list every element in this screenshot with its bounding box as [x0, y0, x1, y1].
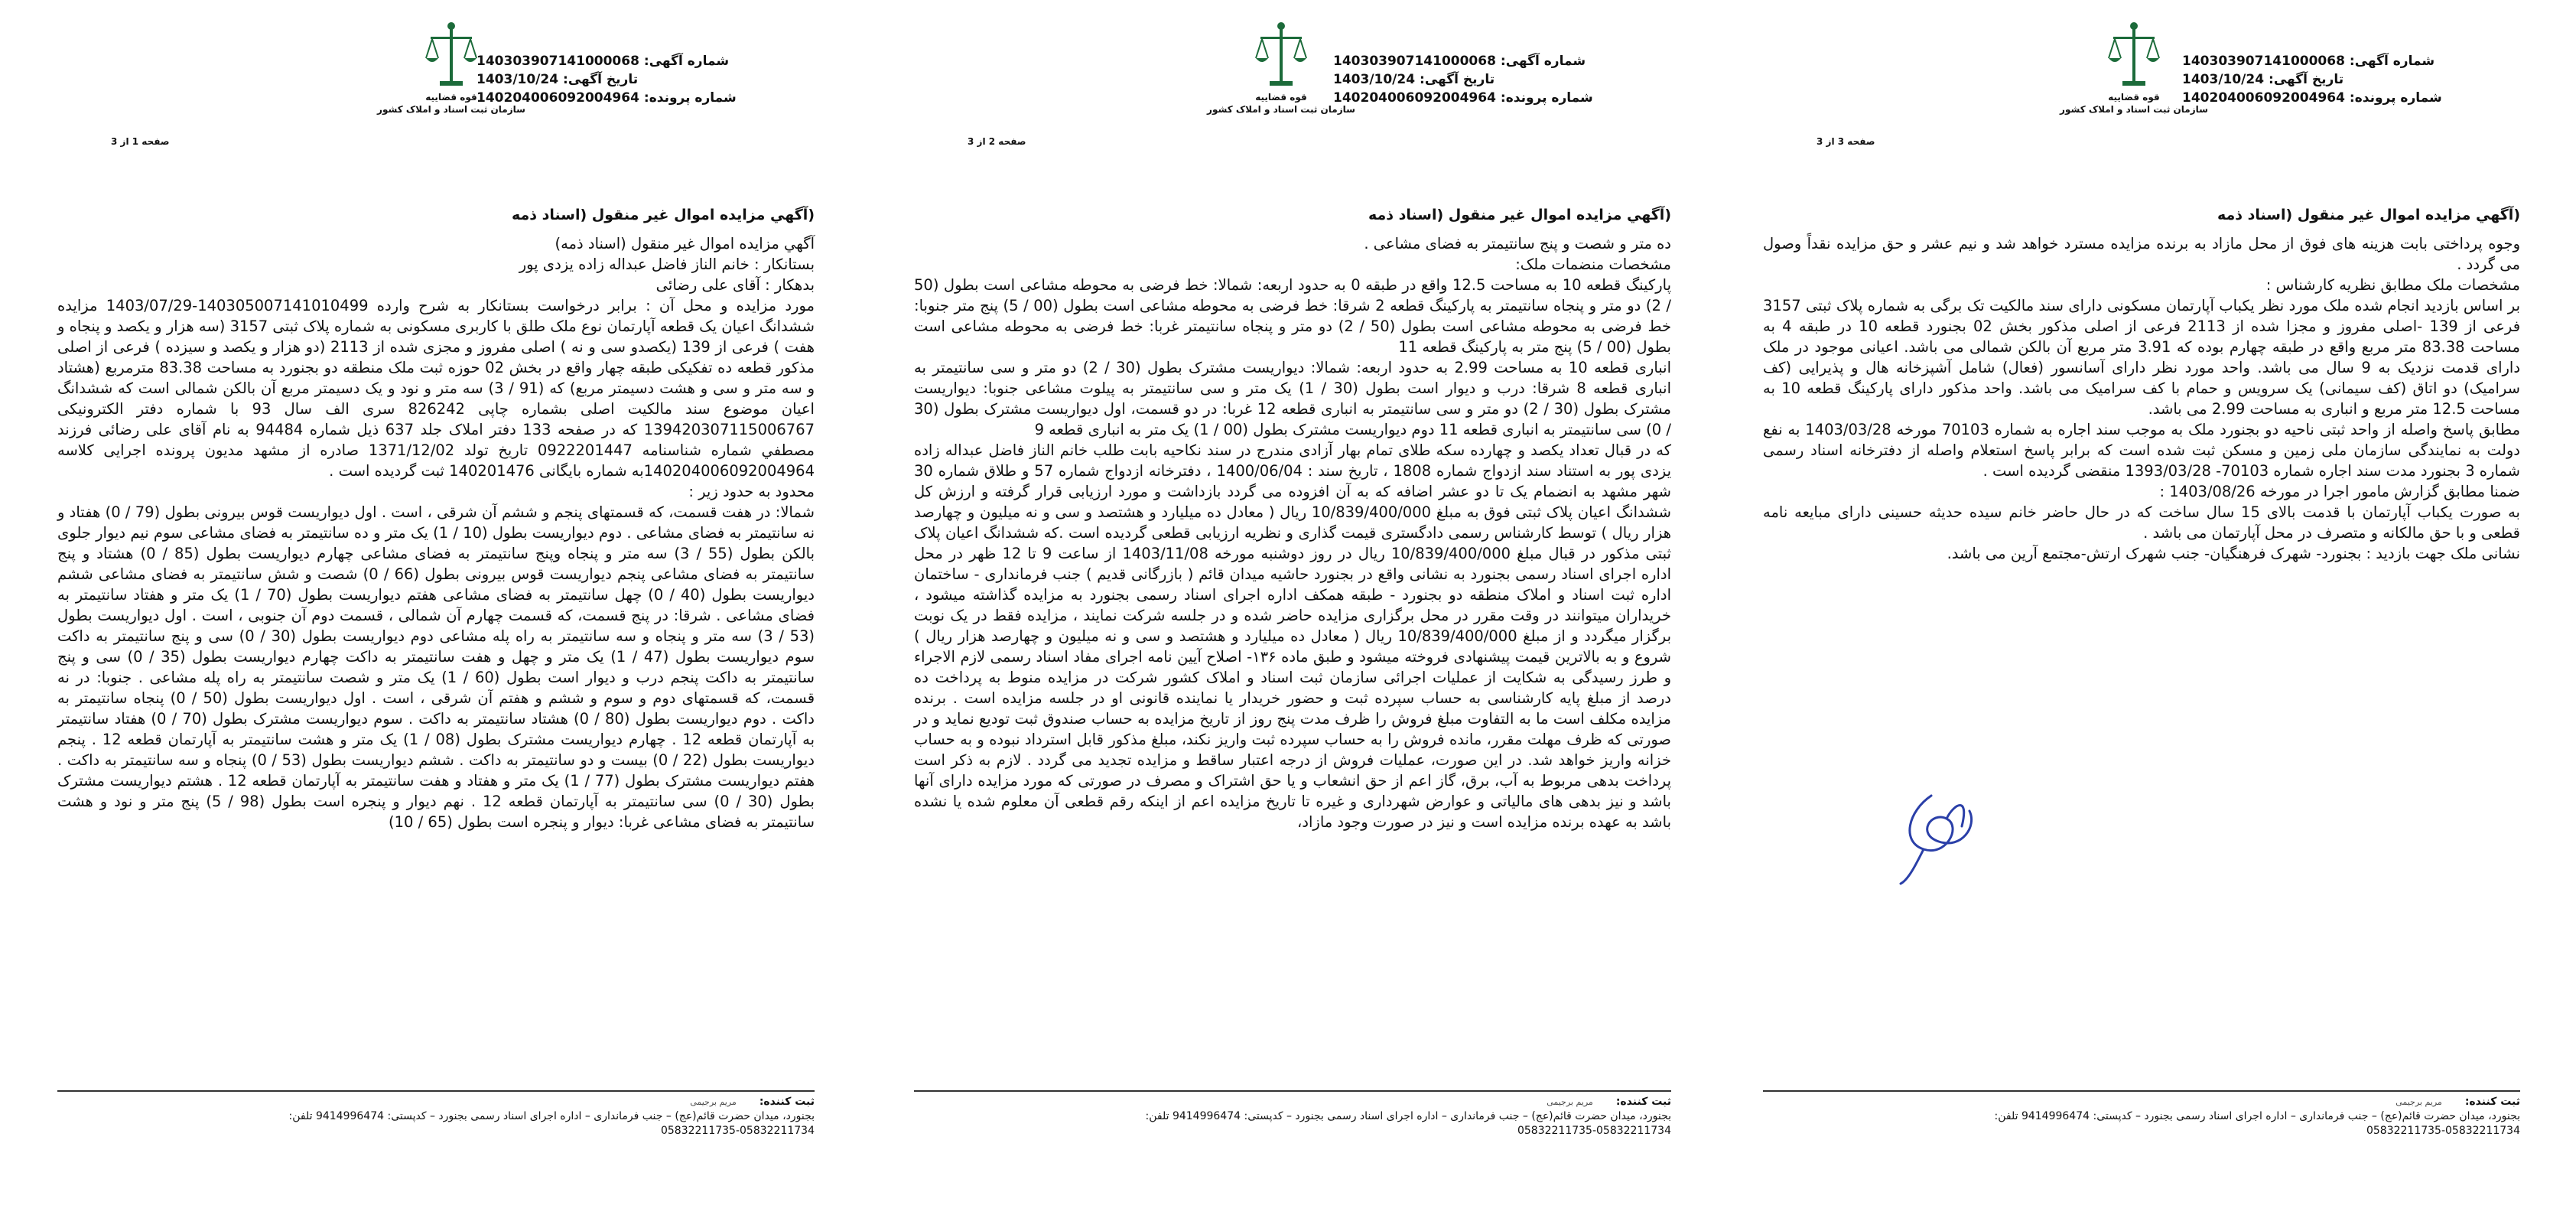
judiciary-name: قوه قضاییه	[1255, 92, 1307, 103]
paragraph: مشخصات ملک مطابق نظریه کارشناس :	[2265, 276, 2520, 294]
notice-page-1	[34, 15, 830, 1178]
organization-name: سازمان ثبت اسناد و املاک کشور	[2060, 104, 2208, 115]
notice-body	[57, 233, 815, 832]
scales-of-justice-icon	[417, 21, 486, 90]
signature-icon	[1885, 780, 2000, 895]
file-number-label: شماره پرونده:	[2349, 90, 2442, 106]
emblem	[371, 21, 532, 121]
notice-number: 140303907141000068	[476, 54, 639, 69]
footer-signer: مریم برجیمی	[690, 1097, 737, 1107]
notice-number-label: شماره آگهی:	[1500, 54, 1586, 69]
footer-address: بجنورد، میدان حضرت قائم(عج) – جنب فرمانداری – اداره اجرای اسناد رسمی بجنورد – کدپستی: 9414996474 تلفن:	[288, 1110, 815, 1122]
notice-meta	[1333, 52, 1677, 107]
paragraph: وجوه پرداختی بابت هزینه های فوق از محل مازاد به برنده مزایده مسترد خواهد شد و نیم عشر و حق مزایده نقداً وصول می گردد .	[1763, 235, 2520, 273]
file-number: 140204006092004964	[1333, 90, 1496, 106]
paragraph: بستانکار : خانم الناز فاضل عبداله زاده یزدی پور	[519, 256, 815, 273]
judiciary-name: قوه قضاییه	[425, 92, 477, 103]
paragraph: محدود به حدود زير :	[688, 483, 815, 500]
scales-of-justice-icon	[1247, 21, 1316, 90]
notice-title: (آگهي مزايده اموال غير منقول (اسناد ذمه	[511, 207, 815, 223]
file-number-label: شماره پرونده:	[643, 90, 737, 106]
notice-number-label: شماره آگهی:	[643, 54, 730, 69]
scales-of-justice-icon	[2100, 21, 2168, 90]
notice-title: (آگهي مزايده اموال غير منقول (اسناد ذمه	[1368, 207, 1671, 223]
paragraph: شمالا: در هفت قسمت، که قسمتهای پنجم و ششم آن شرقی ، است . اول دیواریست قوس بیرونی بطول (79 / 0) هفتاد و نه سانتیمتر به فضای مشاعی . دوم دیواریست بطول (10 / 1) یک متر و ده سانتیمتر به فضای مشاعی سوم نیم دیوار جلوی بالکن بطول (55 / 3) سه متر و پنجاه وپنج سانتیمتر به فضای مشاعی چهارم دیواریست بطول (85 / 0) هشتاد و پنج سانتیمتر به فضای مشاعی پنجم دیواریست قوس بیرونی بطول (66 / 0) شصت و شش سانتیمتر به فضای مشاعی ششم دیواریست بطول (40 / 0) چهل سانتیمتر به فضای مشاعی هفتم دیواریست بطول (70 / 1) یک متر و هفتاد سانتیمتر به فضای مشاعی . شرقا: در پنج قسمت، که قسمت چهارم آن شمالی ، قسمت دوم آن جنوبی ، است . اول دیواریست بطول (53 / 3) سه متر و پنجاه و سه سانتیمتر به راه پله مشاعی دوم دیواریست بطول (30 / 0) سی و پنج سانتیمتر به داکت سوم دیواریست بطول (47 / 1) یک متر و چهل و هفت سانتیمتر به داکت چهارم دیواریست بطول (35 / 0) سی و پنج سانتیمتر به داکت پنجم درب و دیوار است بطول (60 / 1) یک متر و شصت سانتیمتر به راه پله مشاعی . جنوبا: در نه قسمت، که قسمتهای دوم و سوم و ششم و هفتم آن شرقی ، است . اول دیواریست بطول (50 / 0) پنجاه سانتیمتر به داکت . دوم دیواریست بطول (80 / 0) هشتاد سانتیمتر به داکت . سوم دیواریست مشترک بطول (70 / 0) هفتاد سانتیمتر به آپارتمان قطعه 12 . چهارم دیواریست مشترک بطول (08 / 1) یک متر و هشت سانتیمتر به آپارتمان قطعه 12 . پنجم دیواریست بطول (22 / 0) بیست و دو سانتیمتر به داکت . ششم دیواریست بطول (53 / 0) پنجاه و سه سانتیمتر به داکت . هفتم دیواریست مشترک بطول (77 / 1) یک متر و هفتاد و هفت سانتیمتر به آپارتمان قطعه 12 . هشتم دیواریست مشترک بطول (30 / 0) سی سانتیمتر به آپارتمان قطعه 12 . نهم دیوار و پنجره است بطول (98 / 5) پنج متر و نود و هشت سانتیمتر به فضای مشاعی غربا: دیوار و پنجره است بطول (65 / 10)	[57, 503, 815, 831]
footer-signer: مریم برجیمی	[1547, 1097, 1593, 1107]
notice-page-2	[891, 15, 1686, 1178]
footer-label: ثبت کننده:	[1615, 1096, 1671, 1108]
file-number: 140204006092004964	[2182, 90, 2345, 106]
footer-phones: 05832211735-05832211734	[2366, 1125, 2520, 1137]
notice-body	[1763, 233, 2520, 564]
file-number-label: شماره پرونده:	[1500, 90, 1593, 106]
notice-date-label: تاریخ آگهی:	[563, 72, 639, 87]
footer-address: بجنورد، میدان حضرت قائم(عج) – جنب فرمانداری – اداره اجرای اسناد رسمی بجنورد – کدپستی: 9414996474 تلفن:	[1145, 1110, 1671, 1122]
notice-date: 1403/10/24	[1333, 72, 1416, 87]
file-number: 140204006092004964	[476, 90, 639, 106]
organization-name: سازمان ثبت اسناد و املاک کشور	[1207, 104, 1355, 115]
notice-body	[914, 233, 1671, 832]
emblem	[1201, 21, 1361, 121]
footer-signer: مریم برجیمی	[2395, 1097, 2442, 1107]
notice-date: 1403/10/24	[2182, 72, 2265, 87]
paragraph: که در قبال تعداد یکصد و چهارده سکه طلای تمام بهار آزادی مندرج در سند نکاحیه بابت طلب خانم الناز فاضل عبداله زاده یزدی پور به استناد سند ازدواج شماره 1808 ، تاریخ سند : 1400/06/04 ، دفترخانه ازدواج شماره 57 و طلاق شماره 30 شهر مشهد به انضمام یک تا دو عشر اضافه که به آن افزوده می گردد بازداشت و مورد ارزیابی قرار گرفته و ارزش کل ششدانگ اعیان پلاک ثبتی فوق به مبلغ 10/839/400/000 ریال ( معادل ده میلیارد و هشتصد و سی و نه میلیون و چهارصد هزار ریال ) توسط کارشناس رسمی دادگستری قیمت گذاری و نظریه ارزیابی قطعی گردیده است .که ششدانگ اعیان پلاک ثبتی مذکور در قبال مبلغ 10/839/400/000 ریال در روز دوشنبه مورخه 1403/11/08 از ساعت 9 تا 12 ظهر در محل اداره اجرای اسناد رسمی بجنورد به نشانی واقع در بجنورد حاشیه میدان قائم ( بازرگانی قدیم ) جنب فرمانداری - ساختمان اداره ثبت اسناد و املاک منطقه دو بجنورد - طبقه همکف اداره اجرای اسناد رسمی بجنورد به مزایده گذاشته میشود ، خریداران میتوانند در وقت مقرر در محل برگزاری مزایده حاضر شده و در جلسه شرکت نمایند ، مزایده فقط در یک نوبت برگزار میگردد و از مبلغ 10/839/400/000 ریال ( معادل ده میلیارد و هشتصد و سی و نه میلیون و چهارصد هزار ریال ) شروع و به بالاترین قیمت پیشنهادی فروخته میشود و طبق ماده ۱۳۶- اصلاح آیین نامه اجرای مفاد اسناد رسمی لازم الاجراء و طرز رسیدگی به شکایت از عملیات اجرائی سازمان ثبت اسناد و املاک کشور شرکت در مزایده منوط به پرداخت ده درصد از مبلغ پایه کارشناسی به حساب سپرده ثبت و حضور خریدار یا نماینده قانونی او در جلسه مزایده است . برنده مزایده مکلف است ما به التفاوت مبلغ فروش را ظرف مدت پنج روز از تاریخ مزایده به حساب صندوق ثبت تودیع نماید و در صورتی که ظرف مهلت مقرر، مانده فروش را به حساب سپرده ثبت واریز نکند، مبلغ مذکور قابل استرداد نبوده و به حساب خزانه واریز خواهد شد. در این صورت، عملیات فروش از درجه اعتبار ساقط و مزایده تجدید می گردد . لازم به ذکر است پرداخت بدهی مربوط به آب، برق، گاز اعم از حق انشعاب و یا حق اشتراک و مصرف در صورتی که مورد مزایده دارای آنها باشد و نیز بدهی های مالیاتی و عوارض شهرداری و غیره تا تاریخ مزایده اعم از اینکه رقم قطعی آن معلوم شده یا نشده باشد به عهده برنده مزایده است و نیز در صورت وجود مازاد،	[914, 441, 1672, 831]
paragraph: نشانی ملک جهت بازدید : بجنورد- شهرک فرهنگیان- جنب شهرک ارتش-مجتمع آرین می باشد.	[1947, 545, 2520, 562]
footer	[914, 1090, 1671, 1138]
paragraph: انباری قطعه 10 به مساحت 2.99 به حدود اربعه: شمالا: دیواریست مشترک بطول (30 / 2) دو متر و سی سانتیمتر به انباری قطعه 8 شرقا: درب و دیوار است بطول (30 / 1) یک متر و سی سانتیمتر به پیلوت مشاعی جنوبا: دیواریست مشترک بطول (30 / 2) دو متر و سی سانتیمتر به انباری قطعه 12 غربا: در دو قسمت، اول دیواریست مشترک بطول (30 / 0) سی سانتیمتر به انباری قطعه 11 دوم دیواریست مشترک بطول (00 / 1) یک متر به انباری قطعه 9	[914, 359, 1672, 438]
notice-number: 140303907141000068	[2182, 54, 2345, 69]
notice-number-label: شماره آگهی:	[2349, 54, 2435, 69]
notice-date-label: تاریخ آگهی:	[2269, 72, 2344, 87]
page-number: صفحه 1 از 3	[111, 136, 170, 147]
paragraph: آگهي مزايده اموال غير منقول (اسناد ذمه)	[555, 235, 815, 252]
notice-date: 1403/10/24	[476, 72, 559, 87]
organization-name: سازمان ثبت اسناد و املاک کشور	[377, 104, 525, 115]
paragraph: ده متر و شصت و پنج سانتیمتر به فضای مشاعی .	[1364, 235, 1671, 252]
notice-page-3	[1740, 15, 2535, 1178]
footer	[57, 1090, 815, 1138]
paragraph: پارکینگ قطعه 10 به مساحت 12.5 واقع در طبقه 0 به حدود اربعه: شمالا: خط فرضی به محوطه مشاعی است بطول (50 / 2) دو متر و پنجاه سانتیمتر به پارکینگ قطعه 2 شرقا: خط فرضی به محوطه مشاعی است بطول (00 / 5) پنج متر جنوبا: خط فرضی به محوطه مشاعی است بطول (50 / 2) دو متر و پنجاه سانتیمتر غربا: خط فرضی به محوطه مشاعی است بطول (00 / 5) پنج متر به پارکینگ قطعه 11	[914, 276, 1672, 356]
footer-label: ثبت کننده:	[759, 1096, 815, 1108]
paragraph: مشخصات منضمات ملک:	[1515, 256, 1671, 273]
paragraph: مورد مزایده و محل آن : برابر درخواست بستانکار به شرح وارده 140305007141010499-1403/07/29 مزايده ششدانگ اعيان يک قطعه آپارتمان نوع ملک طلق با کاربری مسکونی به شماره پلاک ثبتی 3157 (سه هزار و یکصد و پنجاه و هفت ) فرعی از 139 (یکصدو سی و نه ) اصلی مفروز و مجزی شده از 2113 (دو هزار و یکصد و سیزده ) فرعی از اصلی مذکور قطعه ده تفکیکی طبقه چهار واقع در بخش 02 حوزه ثبت ملک منطقه دو بجنورد به مساحت 83.38 مترمربع (هشتاد و سه متر و سی و هشت دسیمتر مربع) که (91 / 3) سه متر و نود و یک دسیمتر مربع آن بالکن شمالی است که ششدانگ اعيان موضوع سند مالکیت اصلی بشماره چاپی 826242 سری الف سال 93 با شماره دفتر الکترونیکی 139420307115006767 که در صفحه 133 دفتر املاک جلد 637 ذيل شماره 94484 به نام آقای علی رضائی فرزند مصطفي شماره شناسنامه 0922201447 تاريخ تولد 1371/12/02 صادره از مشهد مدیون پرونده اجرایی کلاسه 140204006092004964به شماره بایگانی 140201476 ثبت گردیده است .	[57, 297, 815, 480]
notice-number: 140303907141000068	[1333, 54, 1496, 69]
footer-phones: 05832211735-05832211734	[660, 1125, 815, 1137]
notice-title: (آگهي مزايده اموال غير منقول (اسناد ذمه	[2217, 207, 2520, 223]
paragraph: ضمنا مطابق گزارش مامور اجرا در مورخه 1403/08/26 :	[2159, 483, 2520, 500]
paragraph: به صورت یکباب آپارتمان با قدمت بالای 15 سال ساخت که در حال حاضر خانم سیده حدیثه حسینی دارای مبایعه نامه قطعی و با حق مالکانه و متصرف در محل آپارتمان می باشد .	[1763, 503, 2520, 542]
page-number: صفحه 3 از 3	[1817, 136, 1875, 147]
paragraph: بر اساس بازدید انجام شده ملک مورد نظر یکباب آپارتمان مسکونی دارای سند مالکیت تک برگی به شماره پلاک ثبتی 3157 فرعی از 139 -اصلی مفروز و مجزا شده از 2113 فرعی از اصلی مذکور بخش 02 بجنورد قطعه 10 در طبقه 4 به مساحت 83.38 متر مربع واقع در طبقه چهارم بوده که 3.91 متر مربع آن بالکن شمالی می باشد. اعیانی موجود در ملک دارای قدمت نزدیک به 9 سال می باشد. واحد مورد نظر دارای آسانسور (فعال) شامل آشپزخانه هال و پذیرایی (کف سرامیک) دو اتاق (کف سیمانی) یک سرویس و حمام با کف سرامیک می باشد. واحد مذکور دارای پارکینگ قطعه 10 به مساحت 12.5 متر مربع و انباری به مساحت 2.99 می باشد.	[1763, 297, 2521, 418]
notice-date-label: تاریخ آگهی:	[1420, 72, 1495, 87]
footer-label: ثبت کننده:	[2464, 1096, 2520, 1108]
judiciary-name: قوه قضاییه	[2108, 92, 2160, 103]
notice-meta	[2182, 52, 2526, 107]
emblem	[2054, 21, 2214, 121]
footer	[1763, 1090, 2520, 1138]
page-number: صفحه 2 از 3	[968, 136, 1026, 147]
footer-address: بجنورد، میدان حضرت قائم(عج) – جنب فرمانداری – اداره اجرای اسناد رسمی بجنورد – کدپستی: 9414996474 تلفن:	[1994, 1110, 2520, 1122]
paragraph: مطابق پاسخ واصله از واحد ثبتی ناحیه دو بجنورد ملک به موجب سند اجاره به شماره 70103 مورخه 1403/03/28 به نفع دولت به نمایندگی سازمان ملی زمین و مسکن ثبت شده است که برابر پاسخ استعلام واصله از دفترخانه اسناد رسمی شماره 3 بجنورد مدت سند اجاره شماره 70103- 1393/03/28 منقضی گردیده است .	[1763, 421, 2521, 480]
footer-phones: 05832211735-05832211734	[1517, 1125, 1671, 1137]
paragraph: بدهکار : آقای علی رضائی	[655, 276, 815, 294]
